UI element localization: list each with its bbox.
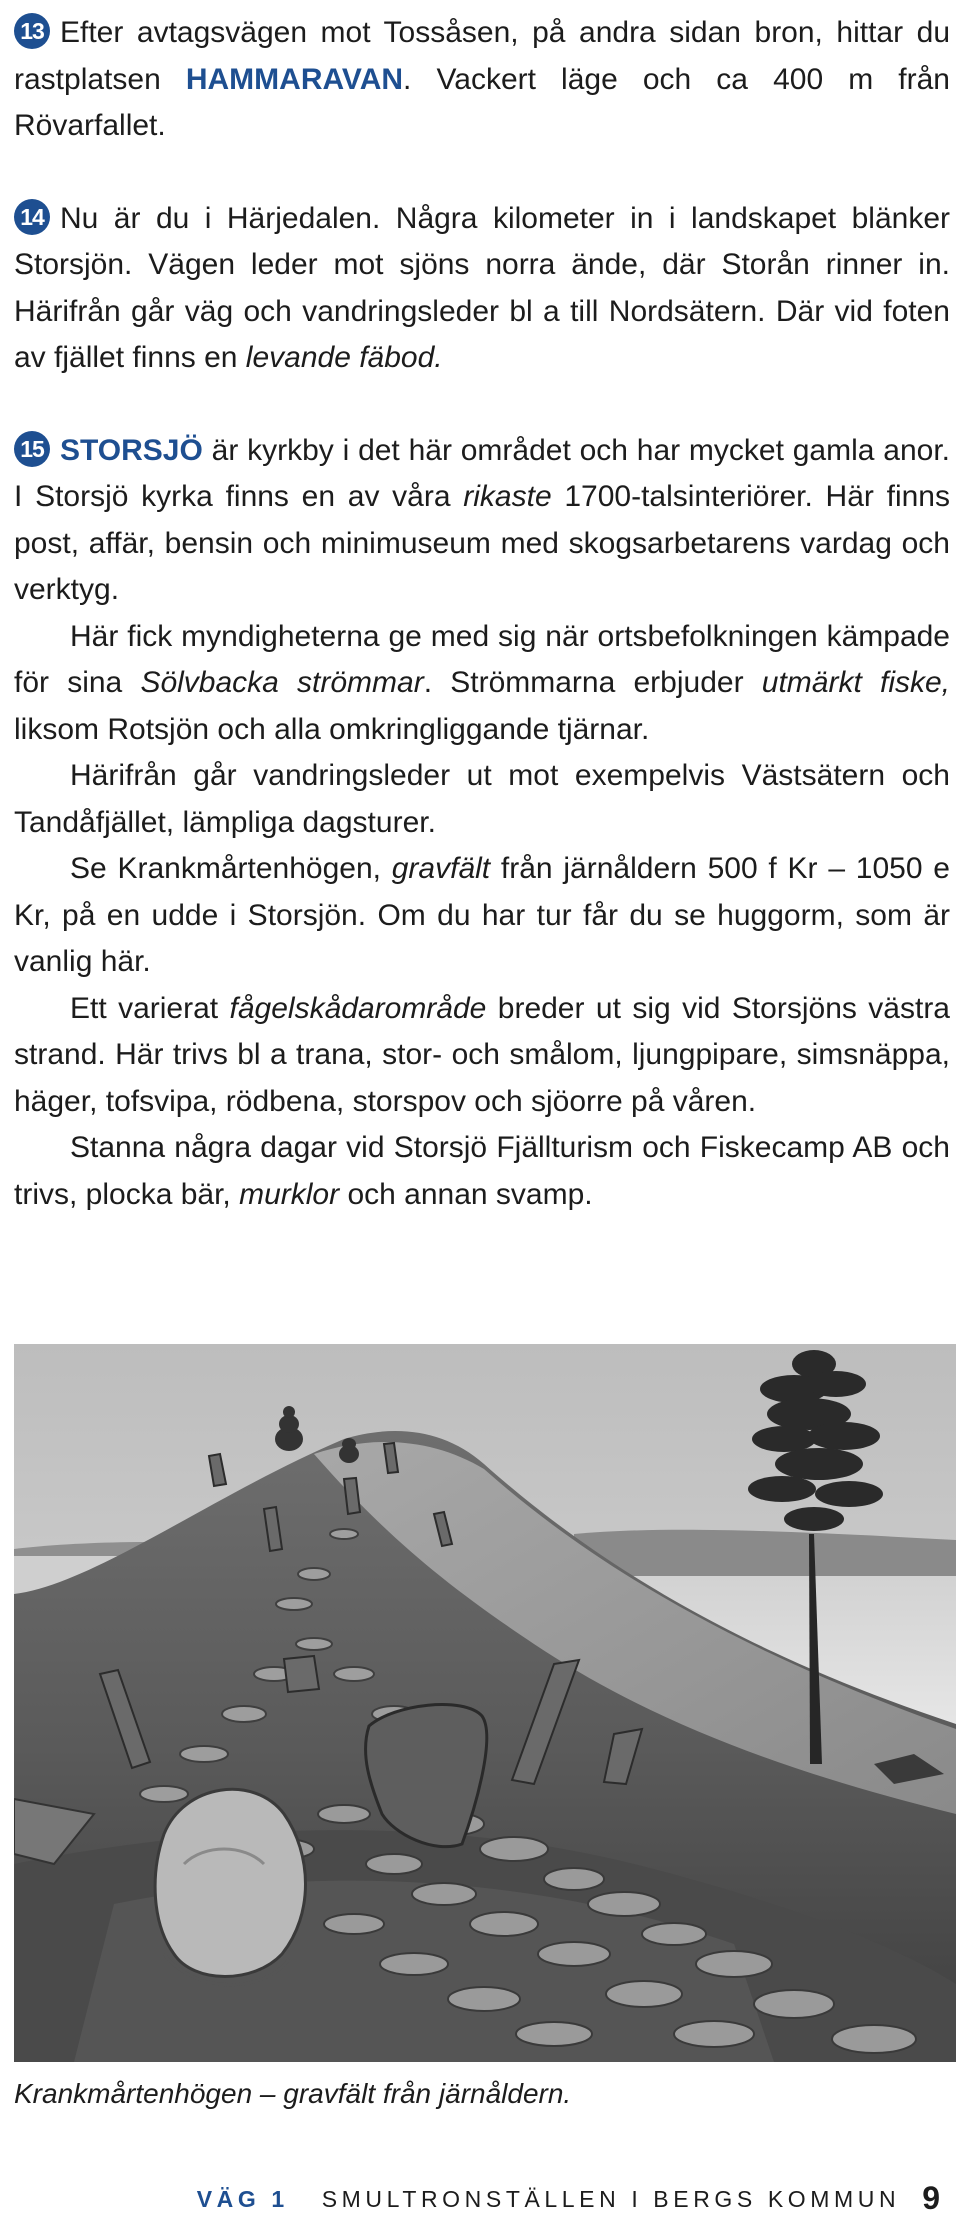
photo-illustration: [14, 1344, 956, 2062]
section-text: är kyrkby i det här området och har mycket gamla anor. I Storsjö kyrka finns en av våra: [14, 433, 950, 513]
emphasis-text: utmärkt fiske,: [761, 666, 951, 699]
route-label: VÄG 1: [196, 2186, 289, 2212]
section-14: [14, 196, 950, 382]
emphasis-text: murklor: [239, 1177, 340, 1211]
paragraph-text: och annan svamp.: [339, 1177, 593, 1211]
book-title: SMULTRONSTÄLLEN I BERGS KOMMUN: [321, 2186, 901, 2212]
paragraph: [14, 614, 950, 754]
emphasis-text: gravfält: [391, 852, 491, 885]
paragraph-text: Se Krankmårtenhögen,: [70, 852, 392, 885]
section-15-intro: [14, 428, 950, 614]
paragraph: Härifrån går vandringsleder ut mot exempelvis Västsätern och Tandåfjället, lämpliga dagsturer.: [14, 759, 950, 839]
number-badge: 13: [14, 13, 50, 49]
page-number: 9: [922, 2180, 940, 2216]
paragraph-text: . Strömmarna erbjuder: [423, 666, 762, 699]
paragraph-text: breder ut sig vid Storsjöns västra strand. Här trivs bl a trana, stor- och smålom, ljungpipare, simsnäppa, häger, tofsvipa, rödbena, storspov och sjöorre på våren.: [14, 991, 950, 1118]
paragraph: [14, 1125, 950, 1218]
place-name: STORSJÖ: [60, 433, 203, 467]
photo-caption: Krankmårtenhögen – gravfält från järnåldern.: [14, 2078, 572, 2109]
number-badge: 15: [14, 431, 50, 467]
place-name: HAMMARAVAN: [185, 62, 404, 96]
section-text: Efter avtagsvägen mot Tossåsen, på andra sidan bron, hittar du rastplatsen: [14, 16, 950, 96]
section-text: . Vackert läge och ca 400 m från Rövarfallet.: [14, 62, 950, 142]
paragraph-text: liksom Rotsjön och alla omkringliggande tjärnar.: [14, 712, 650, 746]
paragraph: [14, 986, 950, 1126]
emphasis-text: fågelskådarområde: [229, 991, 487, 1025]
section-text: 1700-talsinteriörer. Här finns post, affär, bensin och minimuseum med skogsarbetarens vardag och verktyg.: [14, 480, 950, 606]
paragraph-text: Stanna några dagar vid Storsjö Fjällturism och Fiskecamp AB och trivs, plocka bär,: [14, 1131, 950, 1211]
number-badge: 14: [14, 199, 50, 235]
paragraph-text: Här fick myndigheterna ge med sig när ortsbefolkningen kämpade för sina: [14, 619, 950, 699]
burial-mound-photo: [14, 1344, 956, 2062]
emphasis-text: rikaste: [463, 480, 552, 513]
section-13: [14, 10, 950, 150]
article-body: [14, 10, 950, 1218]
paragraph: [14, 846, 950, 986]
paragraph-text: från järnåldern 500 f Kr – 1050 e Kr, på en udde i Storsjön. Om du har tur får du se huggorm, som är vanlig här.: [14, 852, 950, 978]
emphasis-text: Sölvbacka strömmar: [140, 666, 424, 699]
emphasis-text: levande fäbod.: [245, 341, 443, 374]
page-footer: [0, 2180, 940, 2220]
paragraph-text: Ett varierat: [70, 991, 230, 1025]
section-text: Nu är du i Härjedalen. Några kilometer in i landskapet blänker Storsjön. Vägen leder mot sjöns norra ände, där Storån rinner in. Härifrån går väg och vandringsleder bl a till Nordsätern. Där vid foten av fjället finns en: [14, 201, 950, 374]
